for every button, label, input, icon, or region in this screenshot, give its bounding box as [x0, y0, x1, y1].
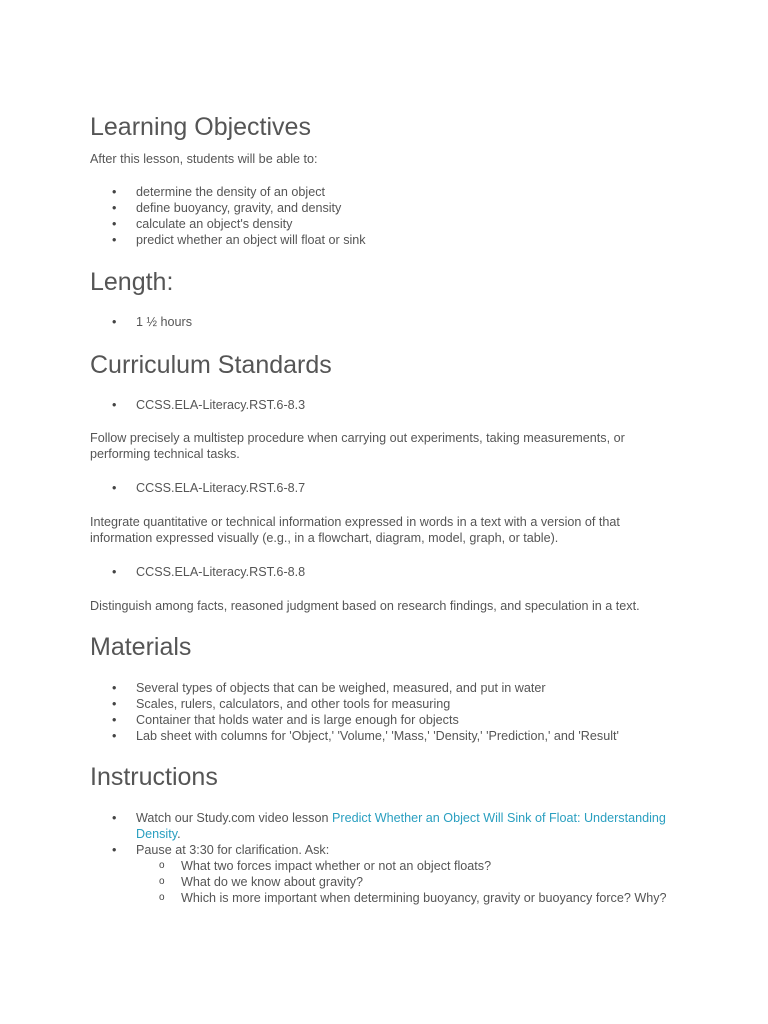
- list-item: • calculate an object's density: [90, 216, 680, 232]
- question-item: o What do we know about gravity?: [136, 874, 680, 890]
- materials-list: [90, 680, 680, 744]
- standard-list-3: [90, 564, 680, 580]
- list-item: • predict whether an object will float or sink: [90, 232, 680, 248]
- question-item: o What two forces impact whether or not an object floats?: [136, 858, 680, 874]
- standard-code: • CCSS.ELA-Literacy.RST.6-8.8: [90, 564, 680, 580]
- instruction-text: .: [177, 827, 181, 841]
- standard-code: • CCSS.ELA-Literacy.RST.6-8.3: [90, 397, 680, 413]
- curriculum-standards-heading: Curriculum Standards: [90, 351, 332, 379]
- instructions-heading: Instructions: [90, 763, 218, 791]
- standard-code: • CCSS.ELA-Literacy.RST.6-8.7: [90, 480, 680, 496]
- length-heading: Length:: [90, 268, 174, 296]
- question-item: o Which is more important when determining buoyancy, gravity or buoyancy force? Why?: [136, 890, 680, 906]
- list-item: [90, 842, 680, 906]
- list-item: • Lab sheet with columns for 'Object,' 'Volume,' 'Mass,' 'Density,' 'Prediction,' and 'Result': [90, 728, 680, 744]
- questions-list: [136, 858, 680, 906]
- materials-heading: Materials: [90, 633, 192, 661]
- list-item: • Several types of objects that can be weighed, measured, and put in water: [90, 680, 680, 696]
- standard-description: Follow precisely a multistep procedure when carrying out experiments, taking measurements, or performing technical tasks.: [90, 431, 625, 461]
- standard-list-2: [90, 480, 680, 496]
- standard-description: Distinguish among facts, reasoned judgment based on research findings, and speculation in a text.: [90, 599, 640, 613]
- standard-list-1: [90, 397, 680, 413]
- list-item: • define buoyancy, gravity, and density: [90, 200, 680, 216]
- instructions-list: [90, 810, 680, 906]
- instruction-text: Watch our Study.com video lesson: [136, 811, 332, 825]
- instruction-text: Pause at 3:30 for clarification. Ask:: [136, 843, 330, 857]
- list-item: [90, 810, 680, 842]
- objectives-list: [90, 184, 680, 248]
- learning-objectives-heading: Learning Objectives: [90, 113, 311, 141]
- objectives-intro: After this lesson, students will be able to:: [90, 152, 318, 166]
- list-item: • Container that holds water and is large enough for objects: [90, 712, 680, 728]
- list-item: • determine the density of an object: [90, 184, 680, 200]
- standard-description: Integrate quantitative or technical information expressed in words in a text with a version of that information expressed visually (e.g., in a flowchart, diagram, model, graph, or table).: [90, 515, 620, 545]
- video-lesson-link[interactable]: Predict Whether an Object Will Sink of Float: Understanding Density: [136, 811, 666, 841]
- length-list: [90, 314, 680, 330]
- list-item: • 1 ½ hours: [90, 314, 680, 330]
- list-item: • Scales, rulers, calculators, and other tools for measuring: [90, 696, 680, 712]
